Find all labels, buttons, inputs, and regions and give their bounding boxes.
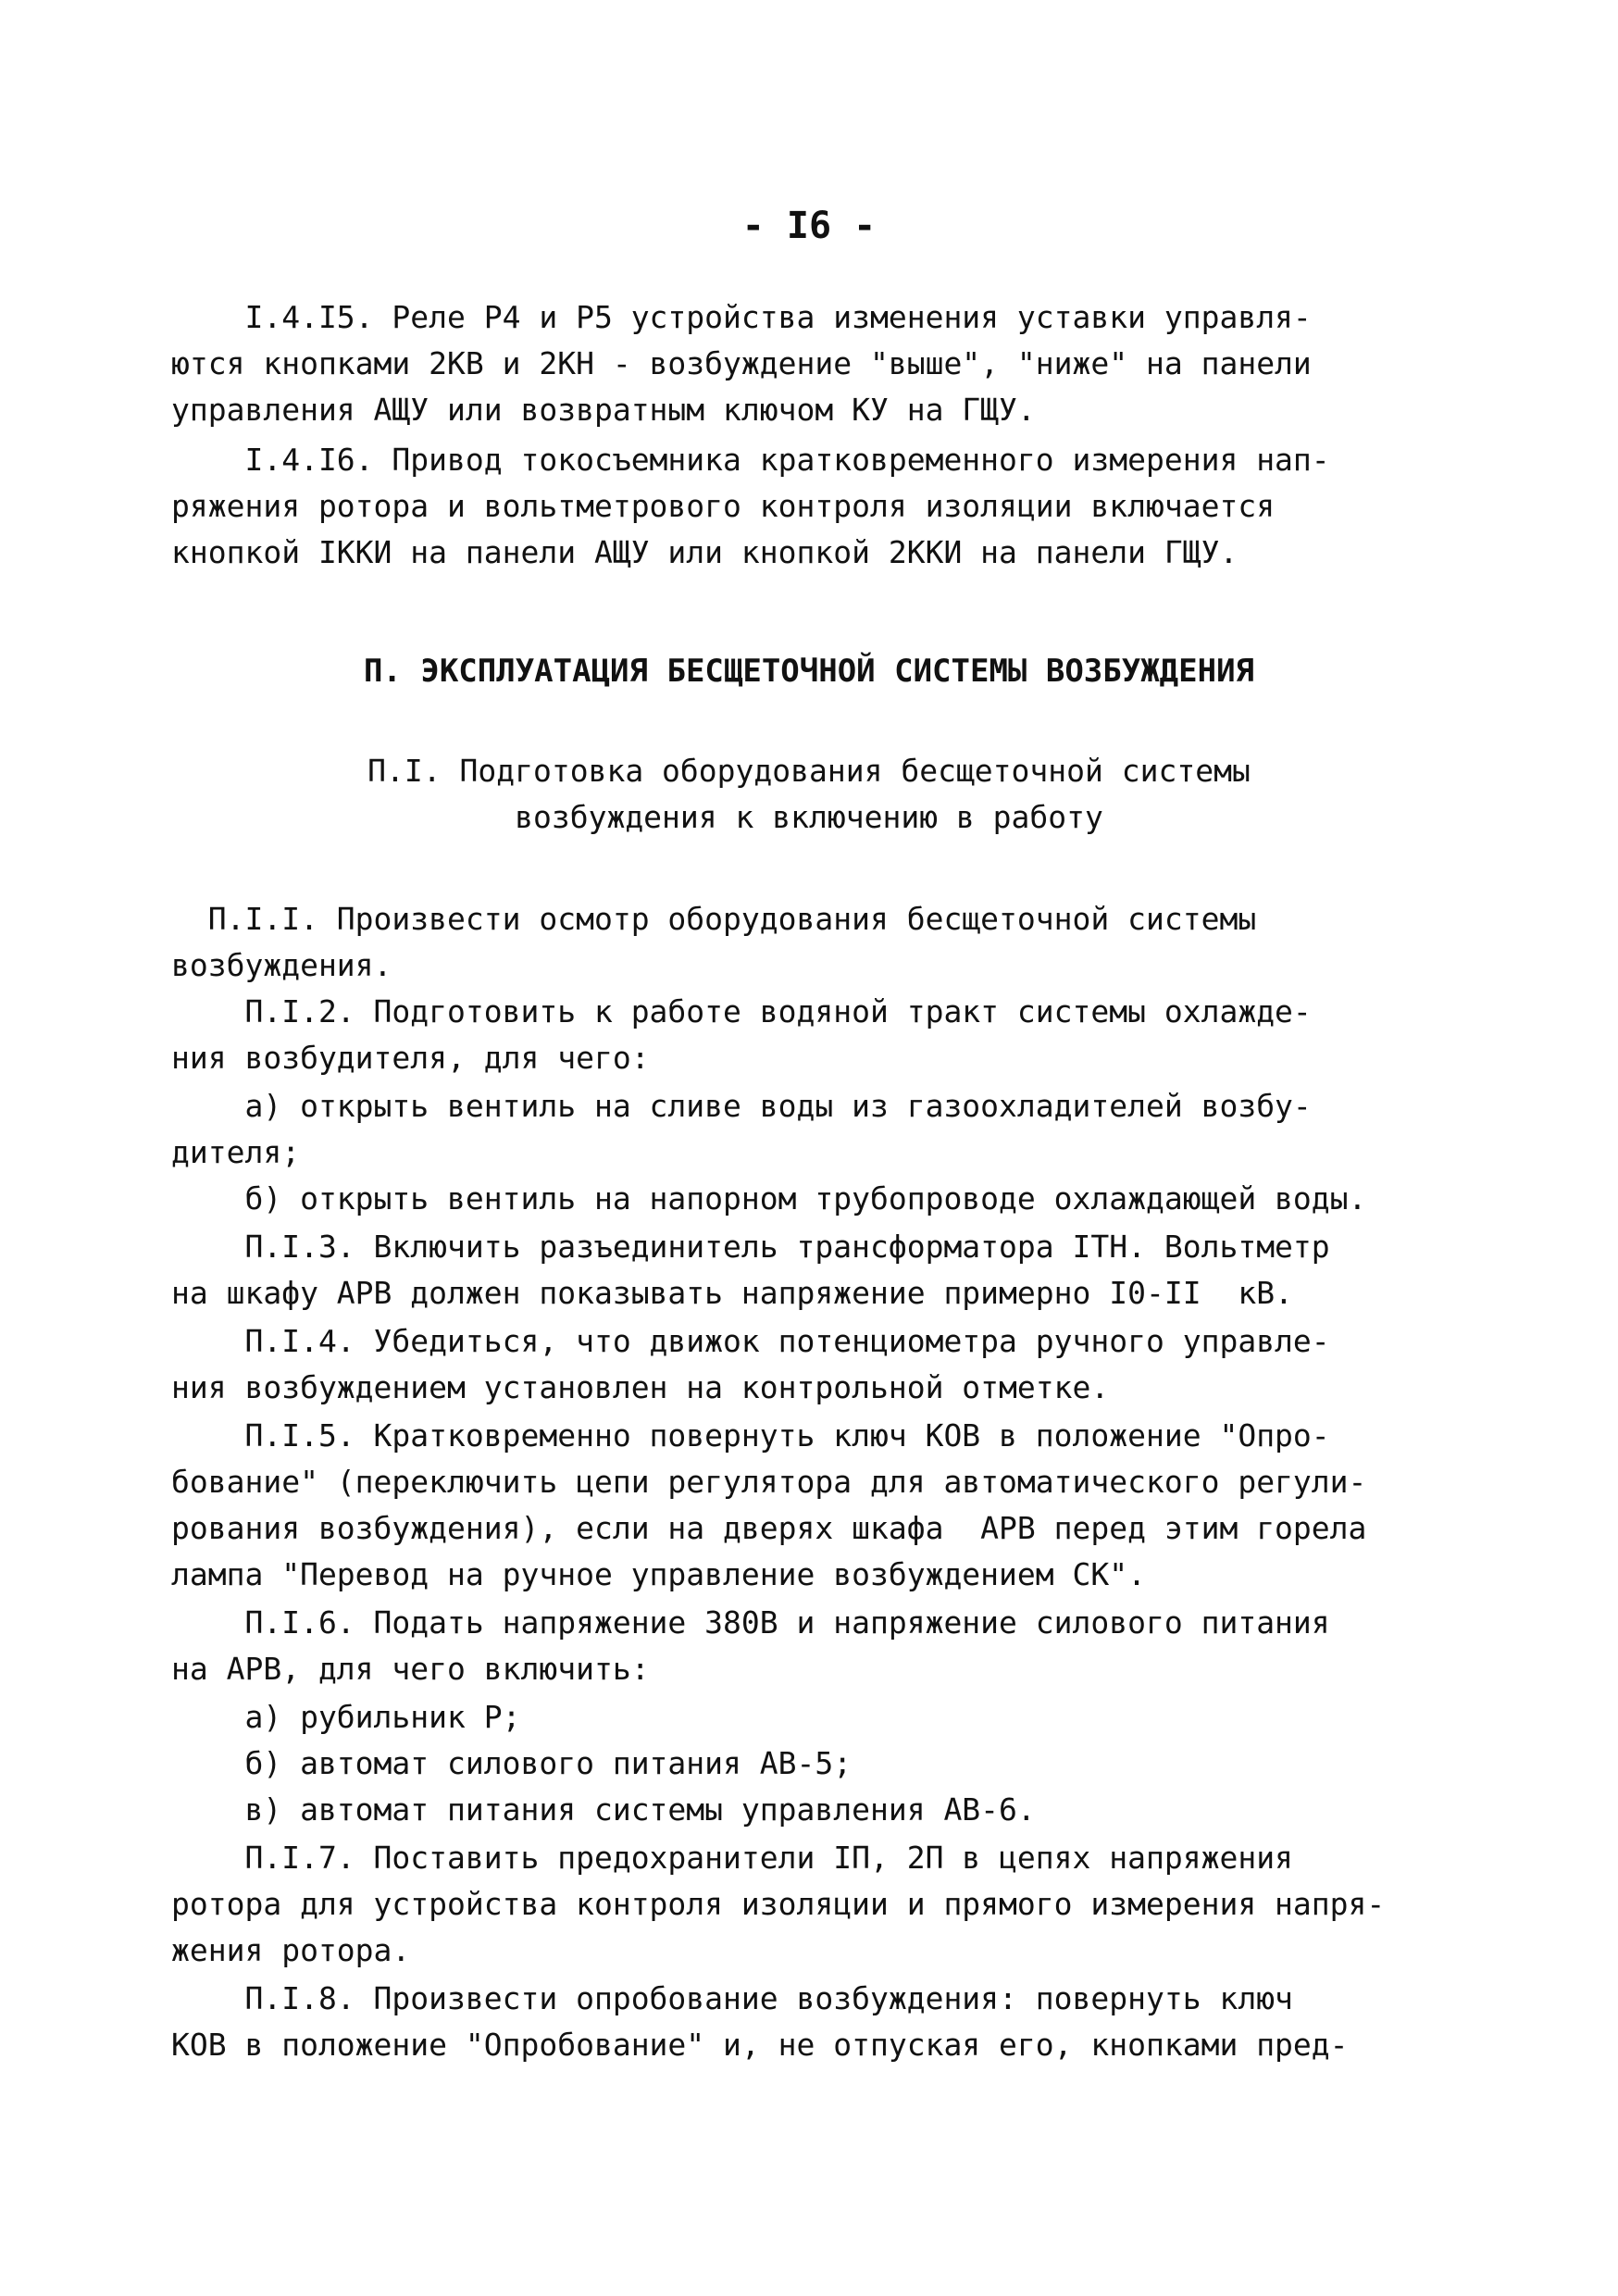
text-line: П.I.3. Включить разъединитель трансформатора IТН. Вольтметр — [171, 1229, 1330, 1265]
text-line: управления АЩУ или возвратным ключом КУ на ГЩУ. — [171, 392, 1036, 428]
text-line: П.I.7. Поставить предохранители IП, 2П в цепях напряжения — [171, 1840, 1293, 1876]
text-line: I.4.I5. Реле Р4 и Р5 устройства изменения уставки управля- — [171, 299, 1312, 335]
text-line: П.I.I. Произвести осмотр оборудования бесщеточной системы — [171, 901, 1257, 937]
text-line: кнопкой IККИ на панели АЩУ или кнопкой 2ККИ на панели ГЩУ. — [171, 534, 1238, 570]
text-line: П.I.6. Подать напряжение 380В и напряжение силового питания — [171, 1604, 1330, 1641]
subsection-heading-line-2: возбуждения к включению в работу — [515, 799, 1103, 835]
text-line: рования возбуждения), если на дверях шкафа АРВ перед этим горела — [171, 1510, 1367, 1546]
text-line: ротора для устройства контроля изоляции и прямого измерения напря- — [171, 1886, 1386, 1922]
text-line: дителя; — [171, 1134, 301, 1170]
text-line: жения ротора. — [171, 1932, 411, 1968]
text-line: П.I.8. Произвести опробование возбуждения: повернуть ключ — [171, 1980, 1293, 2016]
text-line: ния возбуждением установлен на контрольной отметке. — [171, 1369, 1110, 1405]
text-line: ряжения ротора и вольтметрового контроля изоляции включается — [171, 488, 1276, 524]
subsection-heading-line-1: П.I. Подготовка оборудования бесщеточной системы — [367, 753, 1251, 789]
text-line: П.I.4. Убедиться, что движок потенциометра ручного управле- — [171, 1323, 1330, 1359]
text-line: б) открыть вентиль на напорном трубопроводе охлаждающей воды. — [171, 1180, 1367, 1217]
text-line: ются кнопками 2КВ и 2КН - возбуждение "выше", "ниже" на панели — [171, 345, 1312, 381]
text-line: П.I.5. Кратковременно повернуть ключ КОВ в положение "Опро- — [171, 1417, 1330, 1454]
text-line: ния возбудителя, для чего: — [171, 1040, 650, 1076]
text-line: П.I.2. Подготовить к работе водяной тракт системы охлажде- — [171, 993, 1312, 1029]
text-line: на шкафу АРВ должен показывать напряжение примерно I0-II кВ. — [171, 1275, 1293, 1311]
text-line: КОВ в положение "Опробование" и, не отпуская его, кнопками пред- — [171, 2027, 1349, 2063]
text-line: бование" (переключить цепи регулятора для автоматического регули- — [171, 1464, 1367, 1500]
page-number: - I6 - — [741, 205, 877, 247]
section-heading: П. ЭКСПЛУАТАЦИЯ БЕСЩЕТОЧНОЙ СИСТЕМЫ ВОЗБУЖДЕНИЯ — [363, 653, 1255, 690]
text-line: а) открыть вентиль на сливе воды из газоохладителей возбу- — [171, 1088, 1312, 1124]
text-line: возбуждения. — [171, 947, 392, 983]
text-line: I.4.I6. Привод токосъемника кратковременного измерения нап- — [171, 442, 1330, 478]
text-line: б) автомат силового питания АВ-5; — [171, 1745, 853, 1781]
text-line: на АРВ, для чего включить: — [171, 1651, 650, 1687]
text-line: лампа "Перевод на ручное управление возбуждением СК". — [171, 1556, 1146, 1592]
text-line: а) рубильник Р; — [171, 1699, 521, 1735]
text-line: в) автомат питания системы управления АВ-6. — [171, 1791, 1036, 1828]
